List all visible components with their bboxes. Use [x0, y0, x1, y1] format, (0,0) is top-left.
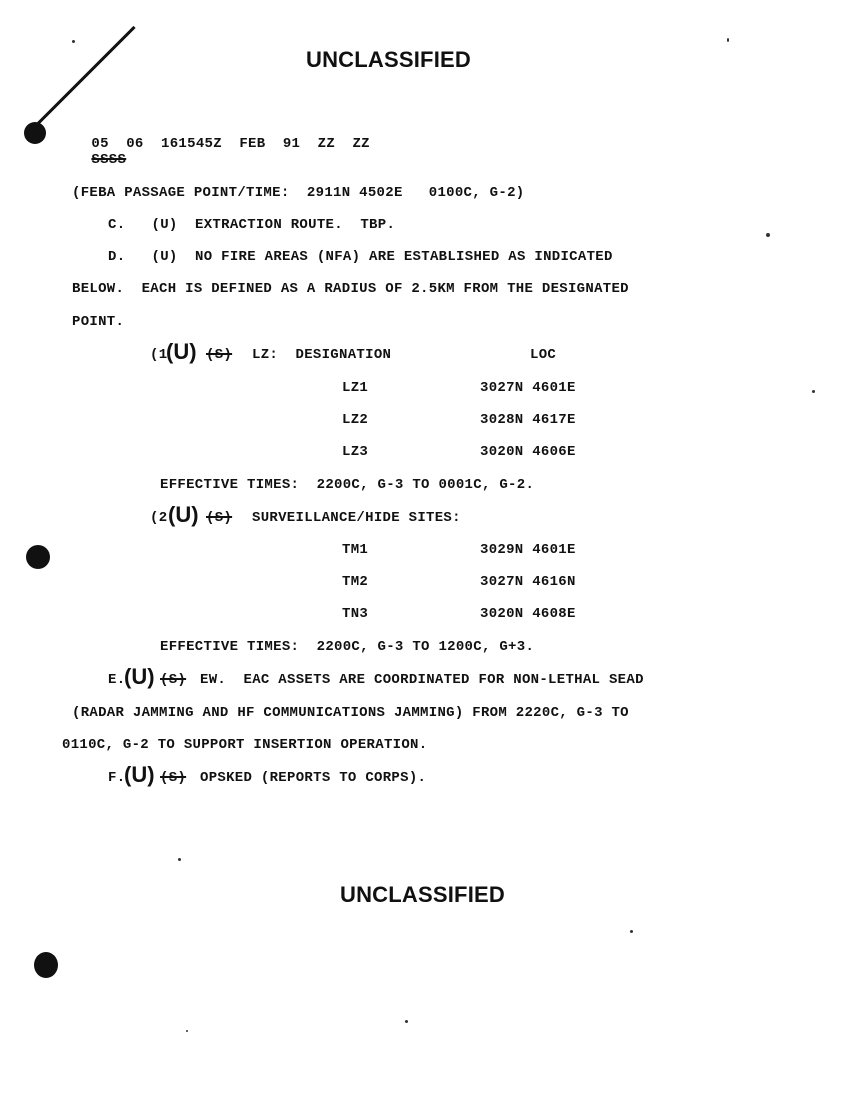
- scan-speck: [812, 390, 815, 393]
- para-d-line3: POINT.: [72, 314, 125, 330]
- para-e-text: EW. EAC ASSETS ARE COORDINATED FOR NON-LETHAL SEAD: [200, 672, 644, 688]
- tm-name: TM2: [342, 574, 369, 590]
- tm-name: TN3: [342, 606, 369, 622]
- tm-loc: 3020N 4608E: [480, 606, 576, 622]
- lz-effective-times: EFFECTIVE TIMES: 2200C, G-3 TO 0001C, G-2.: [160, 477, 535, 493]
- subpara-2-text: SURVEILLANCE/HIDE SITES:: [252, 510, 461, 526]
- subpara-2-struck: (S): [206, 510, 233, 526]
- para-e-prefix: E.: [108, 672, 126, 688]
- scan-speck: [630, 930, 633, 933]
- subpara-2-marking: (U): [168, 502, 199, 527]
- para-d: D. (U) NO FIRE AREAS (NFA) ARE ESTABLISHED AS INDICATED: [108, 249, 613, 265]
- scan-speck: [186, 1030, 188, 1032]
- subpara-2-prefix: (2: [150, 510, 168, 526]
- scan-streak: [31, 26, 136, 131]
- para-e-line3: 0110C, G-2 TO SUPPORT INSERTION OPERATION.: [62, 737, 428, 753]
- para-d-line2: BELOW. EACH IS DEFINED AS A RADIUS OF 2.5KM FROM THE DESIGNATED: [72, 281, 629, 297]
- subpara-1-prefix: (1: [150, 347, 168, 363]
- scan-speck: [727, 38, 729, 42]
- classification-footer: UNCLASSIFIED: [340, 882, 505, 907]
- subpara-1-marking: (U): [166, 339, 197, 364]
- lz-name: LZ3: [342, 444, 369, 460]
- para-f-text: OPSKED (REPORTS TO CORPS).: [200, 770, 427, 786]
- feba-line: (FEBA PASSAGE POINT/TIME: 2911N 4502E 0100C, G-2): [72, 185, 525, 201]
- para-e-marking: (U): [124, 664, 155, 689]
- lz-name: LZ1: [342, 380, 369, 396]
- dtg-text: 05 06 161545Z FEB 91 ZZ ZZ: [91, 136, 370, 152]
- tm-loc: 3027N 4616N: [480, 574, 576, 590]
- dtg-line: [74, 120, 370, 168]
- subpara-1-struck: (S): [206, 347, 233, 363]
- scan-speck: [72, 40, 75, 43]
- para-f-marking: (U): [124, 762, 155, 787]
- dtg-struck-text: SSSS: [91, 152, 127, 168]
- para-f-struck: (S): [160, 770, 187, 786]
- para-e-struck: (S): [160, 672, 187, 688]
- para-e-line2: (RADAR JAMMING AND HF COMMUNICATIONS JAMMING) FROM 2220C, G-3 TO: [72, 705, 629, 721]
- loc-header: LOC: [530, 347, 557, 363]
- lz-loc: 3027N 4601E: [480, 380, 576, 396]
- punch-hole-bottom: [34, 952, 58, 978]
- para-f-prefix: F.: [108, 770, 126, 786]
- tm-loc: 3029N 4601E: [480, 542, 576, 558]
- scan-speck: [178, 858, 181, 861]
- lz-name: LZ2: [342, 412, 369, 428]
- classification-header: UNCLASSIFIED: [306, 47, 471, 72]
- tm-name: TM1: [342, 542, 369, 558]
- scan-speck: [405, 1020, 408, 1023]
- para-c: C. (U) EXTRACTION ROUTE. TBP.: [108, 217, 396, 233]
- lz-loc: 3020N 4606E: [480, 444, 576, 460]
- tm-effective-times: EFFECTIVE TIMES: 2200C, G-3 TO 1200C, G+3.: [160, 639, 535, 655]
- subpara-1-text: LZ: DESIGNATION: [252, 347, 392, 363]
- lz-loc: 3028N 4617E: [480, 412, 576, 428]
- punch-hole-middle: [26, 545, 50, 569]
- scan-speck: [766, 233, 770, 237]
